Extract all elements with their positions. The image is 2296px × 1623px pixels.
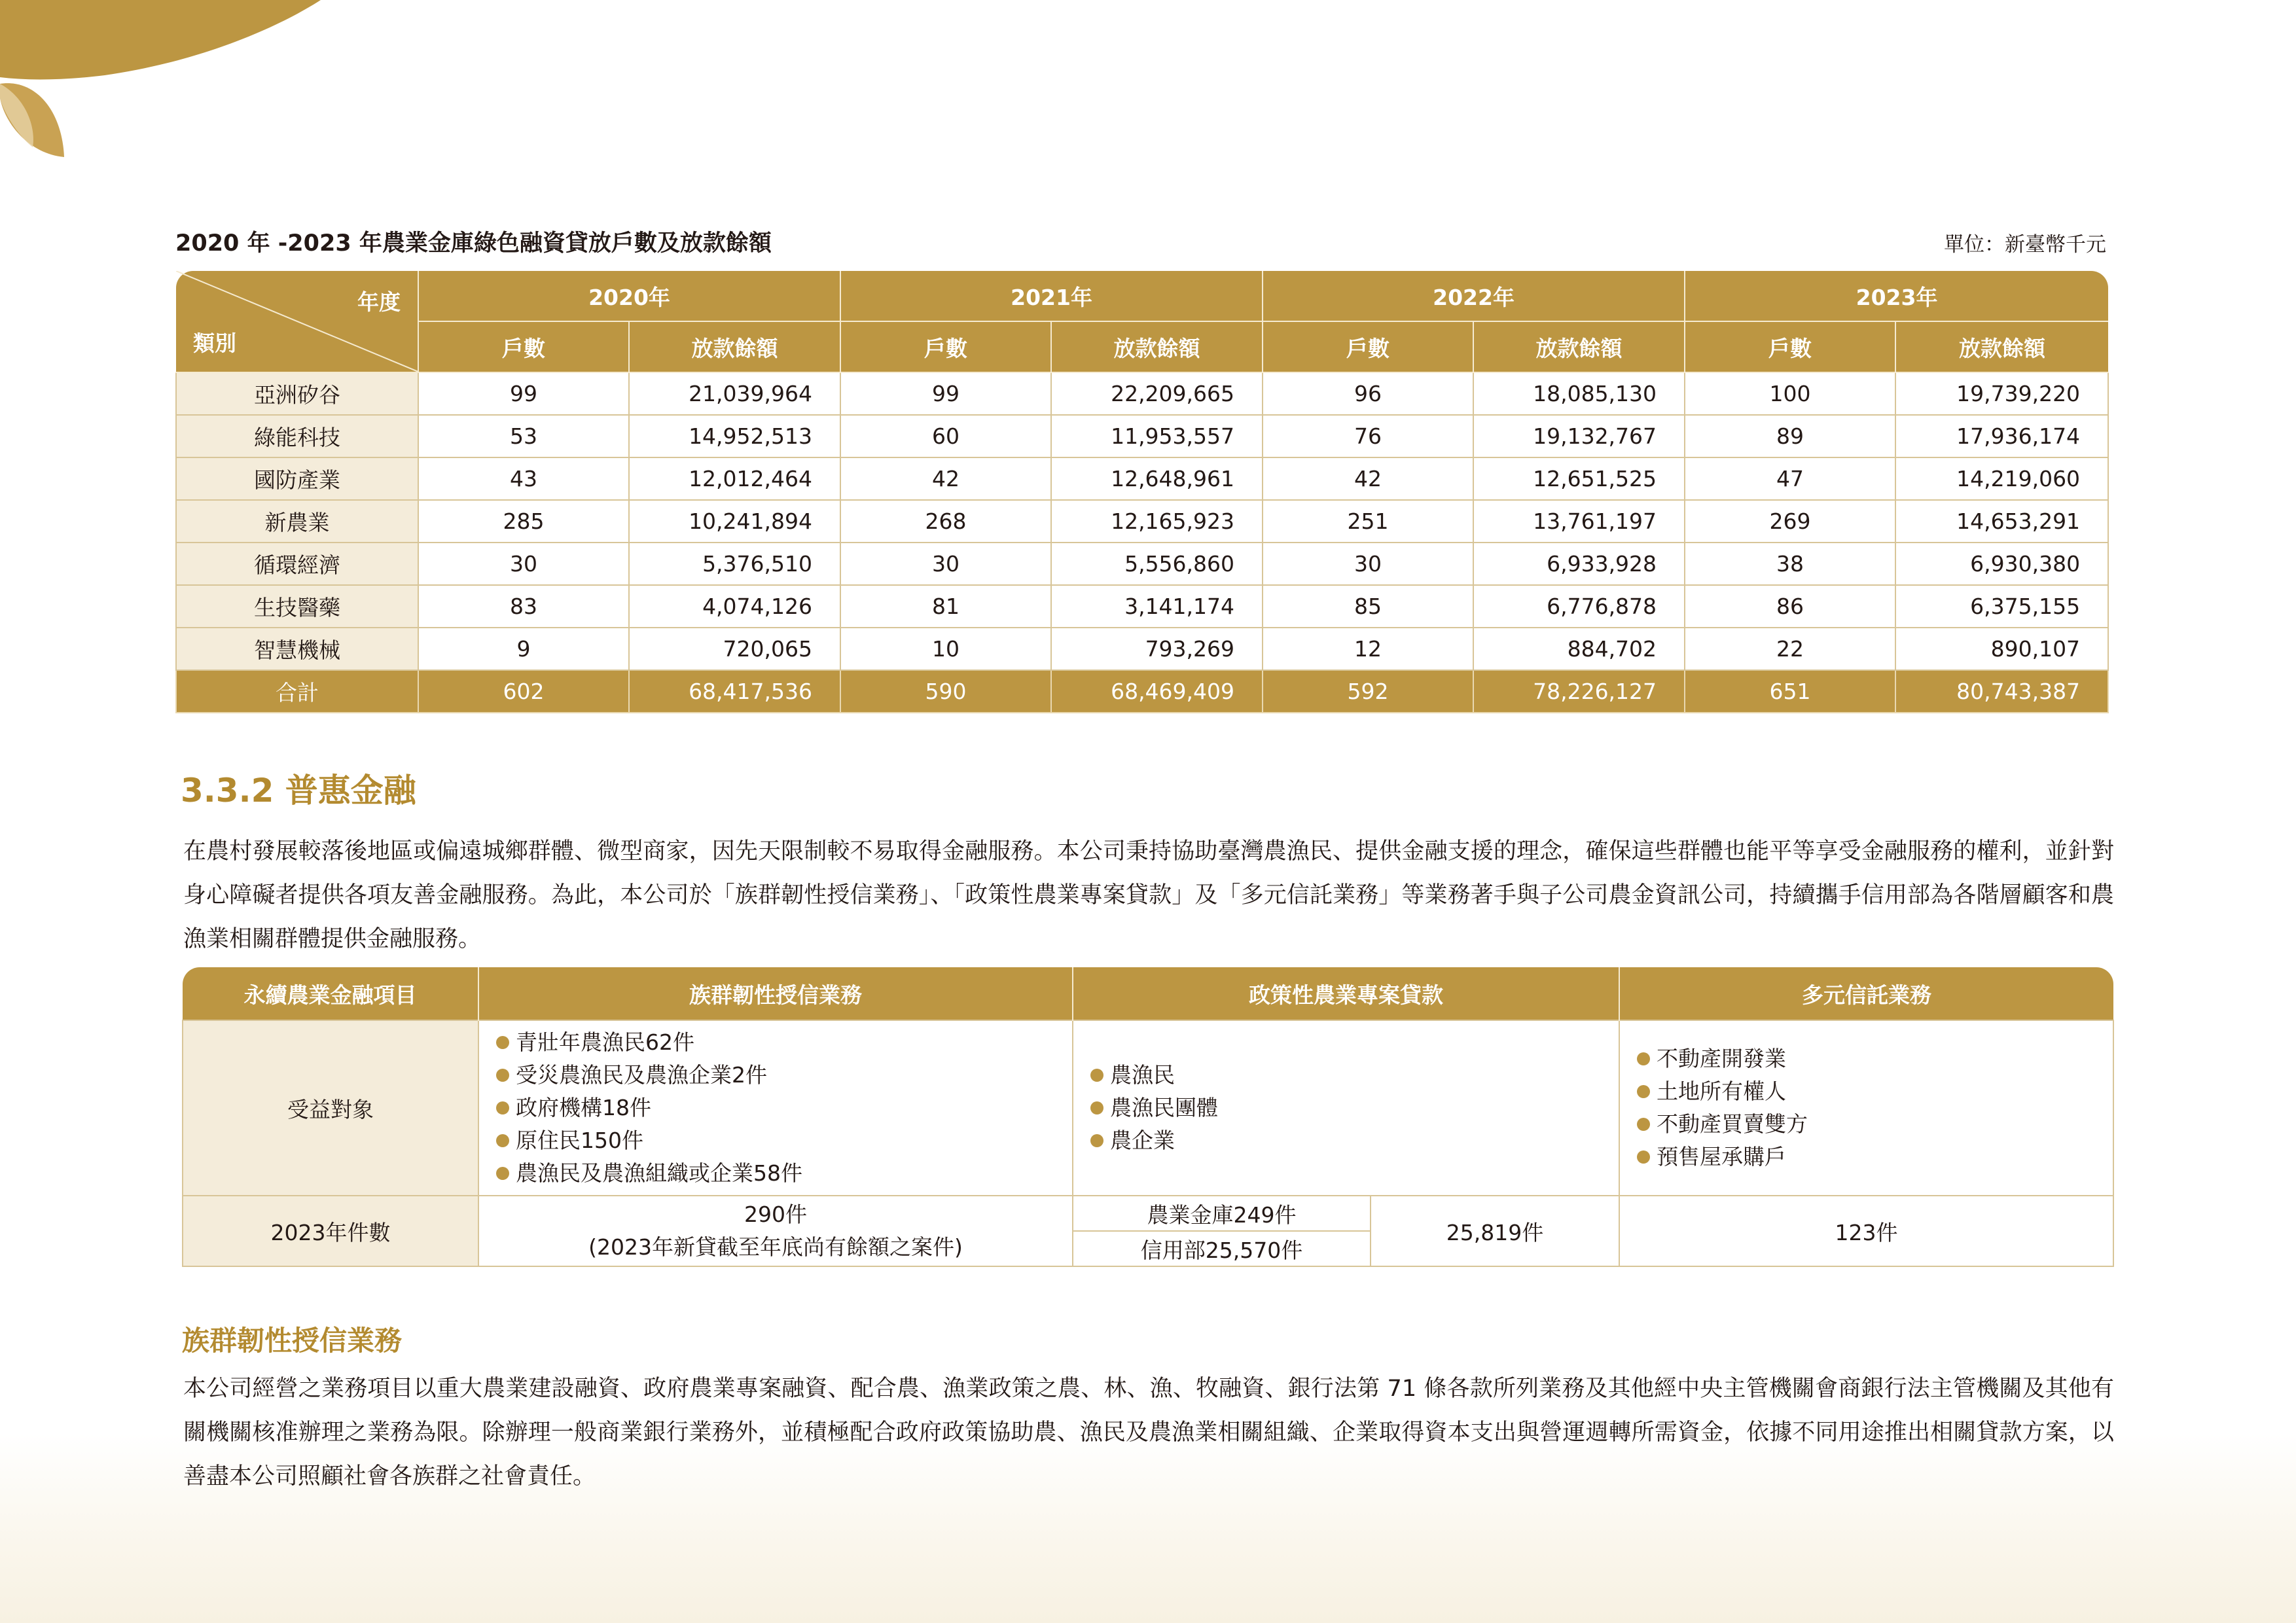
- table-row: [176, 628, 2108, 670]
- balance-cell: 6,933,928: [1473, 543, 1685, 585]
- list-item: [496, 1026, 1066, 1059]
- balance-cell: 884,702: [1473, 628, 1685, 670]
- households-header: 戶數: [1263, 321, 1473, 372]
- households-cell: 30: [418, 543, 629, 585]
- households-cell: 30: [840, 543, 1051, 585]
- balance-cell: 3,141,174: [1051, 585, 1263, 628]
- bullet-icon: [1090, 1101, 1103, 1115]
- households-cell: 268: [840, 500, 1051, 543]
- households-header: 戶數: [1685, 321, 1895, 372]
- households-cell: 96: [1263, 372, 1473, 415]
- households-cell: 651: [1685, 670, 1895, 713]
- year-header: 2023年: [1685, 271, 2108, 321]
- list-item-text: 原住民150件: [516, 1128, 643, 1153]
- table-row: [176, 415, 2108, 457]
- households-cell: 85: [1263, 585, 1473, 628]
- balance-cell: 19,739,220: [1895, 372, 2108, 415]
- policy-count-credit-dept: 信用部25,570件: [1073, 1231, 1371, 1266]
- table-row: [176, 543, 2108, 585]
- section-title: 3.3.2 普惠金融: [181, 772, 416, 810]
- households-cell: 251: [1263, 500, 1473, 543]
- section-paragraph: 在農村發展較落後地區或偏遠城鄉群體、微型商家，因先天限制較不易取得金融服務。本公司秉持協助臺灣農漁民、提供金融支援的理念，確保這些群體也能平等享受金融服務的權利，並針對身心障礙者提供各項友善金融服務。為此，本公司於「族群韌性授信業務」、「政策性農業專案貸款」及「多元信託業務」等業務著手與子公司農金資訊公司，持續攜手信用部為各階層顧客和農漁業相關群體提供金融服務。: [183, 838, 2114, 952]
- households-cell: 83: [418, 585, 629, 628]
- balance-cell: 6,776,878: [1473, 585, 1685, 628]
- balance-cell: 890,107: [1895, 628, 2108, 670]
- balance-cell: 12,651,525: [1473, 457, 1685, 500]
- balance-cell: 11,953,557: [1051, 415, 1263, 457]
- balance-cell: 720,065: [629, 628, 840, 670]
- list-item-text: 不動產買賣雙方: [1657, 1111, 1808, 1137]
- bullet-icon: [1090, 1134, 1103, 1147]
- table-unit: 單位：新臺幣千元: [1944, 233, 2106, 257]
- bullet-icon: [1637, 1118, 1650, 1131]
- list-item-text: 政府機構18件: [516, 1095, 651, 1120]
- table-row: [176, 372, 2108, 415]
- resilience-count: [478, 1196, 1073, 1266]
- subsection-paragraph: 本公司經營之業務項目以重大農業建設融資、政府農業專案融資、配合農、漁業政策之農、林、漁、牧融資、銀行法第 71 條各款所列業務及其他經中央主管機關會商銀行法主管機關及其他有關機關核准辦理之業務為限。除辦理一般商業銀行業務外，並積極配合政府政策協助農、漁民及農漁業相關組織、企業取得資本支出與營運週轉所需資金，依據不同用途推出相關貸款方案，以善盡本公司照顧社會各族群之社會責任。: [183, 1376, 2114, 1489]
- balance-cell: 13,761,197: [1473, 500, 1685, 543]
- balance-cell: 14,952,513: [629, 415, 840, 457]
- balance-cell: 68,469,409: [1051, 670, 1263, 713]
- policy-beneficiaries: [1073, 1020, 1619, 1196]
- list-item-text: 農漁民: [1110, 1062, 1175, 1088]
- balance-header: 放款餘額: [629, 321, 840, 372]
- corner-year-label: 年度: [357, 289, 401, 315]
- households-cell: 592: [1263, 670, 1473, 713]
- balance-header: 放款餘額: [1473, 321, 1685, 372]
- resilience-beneficiaries: [478, 1020, 1073, 1196]
- list-item-text: 農企業: [1110, 1128, 1175, 1153]
- year-header: 2022年: [1263, 271, 1685, 321]
- green-financing-table: [175, 271, 2109, 713]
- table-row: [176, 457, 2108, 500]
- balance-cell: 6,930,380: [1895, 543, 2108, 585]
- table-row: [176, 500, 2108, 543]
- households-cell: 53: [418, 415, 629, 457]
- households-cell: 285: [418, 500, 629, 543]
- count-label: 2023年件數: [183, 1196, 478, 1266]
- category-cell: 綠能科技: [176, 415, 418, 457]
- list-item: [1637, 1108, 2106, 1141]
- category-cell: 亞洲矽谷: [176, 372, 418, 415]
- balance-cell: 22,209,665: [1051, 372, 1263, 415]
- households-cell: 100: [1685, 372, 1895, 415]
- list-item-text: 青壯年農漁民62件: [516, 1029, 694, 1055]
- balance-cell: 12,648,961: [1051, 457, 1263, 500]
- balance-cell: 68,417,536: [629, 670, 840, 713]
- balance-header: 放款餘額: [1051, 321, 1263, 372]
- households-cell: 590: [840, 670, 1051, 713]
- list-item: [496, 1157, 1066, 1190]
- policy-count-agri-bank: 農業金庫249件: [1073, 1196, 1371, 1231]
- resilience-count-note: (2023年新貸截至年底尚有餘額之案件): [588, 1234, 963, 1260]
- table-title: 2020 年 -2023 年農業金庫綠色融資貸放戶數及放款餘額: [175, 230, 772, 257]
- households-cell: 22: [1685, 628, 1895, 670]
- trust-count: 123件: [1619, 1196, 2113, 1266]
- list-item: [1637, 1043, 2106, 1075]
- year-header: 2021年: [840, 271, 1263, 321]
- category-cell: 智慧機械: [176, 628, 418, 670]
- bullet-icon: [1090, 1069, 1103, 1082]
- header-policy-loan: 政策性農業專案貸款: [1073, 967, 1619, 1020]
- list-item: [496, 1124, 1066, 1157]
- households-cell: 9: [418, 628, 629, 670]
- table-corner-header: [176, 271, 418, 372]
- households-cell: 42: [840, 457, 1051, 500]
- category-cell: 新農業: [176, 500, 418, 543]
- bullet-icon: [496, 1069, 509, 1082]
- balance-cell: 5,376,510: [629, 543, 840, 585]
- balance-cell: 21,039,964: [629, 372, 840, 415]
- balance-cell: 18,085,130: [1473, 372, 1685, 415]
- balance-header: 放款餘額: [1895, 321, 2108, 372]
- households-header: 戶數: [418, 321, 629, 372]
- households-header: 戶數: [840, 321, 1051, 372]
- list-item: [1637, 1075, 2106, 1108]
- households-cell: 10: [840, 628, 1051, 670]
- bullet-icon: [496, 1101, 509, 1115]
- category-cell: 合計: [176, 670, 418, 713]
- households-cell: 60: [840, 415, 1051, 457]
- total-row: [176, 670, 2108, 713]
- bullet-icon: [1637, 1150, 1650, 1164]
- bullet-icon: [1637, 1052, 1650, 1065]
- bullet-icon: [496, 1167, 509, 1180]
- balance-cell: 19,132,767: [1473, 415, 1685, 457]
- households-cell: 42: [1263, 457, 1473, 500]
- households-cell: 38: [1685, 543, 1895, 585]
- list-item-text: 預售屋承購戶: [1657, 1144, 1786, 1169]
- balance-cell: 4,074,126: [629, 585, 840, 628]
- households-cell: 89: [1685, 415, 1895, 457]
- list-item-text: 受災農漁民及農漁企業2件: [516, 1062, 767, 1088]
- households-cell: 47: [1685, 457, 1895, 500]
- bullet-icon: [1637, 1085, 1650, 1098]
- bullet-icon: [496, 1134, 509, 1147]
- households-cell: 30: [1263, 543, 1473, 585]
- category-cell: 生技醫藥: [176, 585, 418, 628]
- list-item: [1090, 1124, 1612, 1157]
- list-item-text: 土地所有權人: [1657, 1079, 1786, 1104]
- households-cell: 12: [1263, 628, 1473, 670]
- list-item: [1090, 1092, 1612, 1124]
- balance-cell: 12,012,464: [629, 457, 840, 500]
- households-cell: 99: [840, 372, 1051, 415]
- category-cell: 循環經濟: [176, 543, 418, 585]
- balance-cell: 6,375,155: [1895, 585, 2108, 628]
- balance-cell: 5,556,860: [1051, 543, 1263, 585]
- year-header: 2020年: [418, 271, 840, 321]
- header-trust-business: 多元信託業務: [1619, 967, 2113, 1020]
- bullet-icon: [496, 1036, 509, 1049]
- households-cell: 76: [1263, 415, 1473, 457]
- households-cell: 269: [1685, 500, 1895, 543]
- corner-decoration: [0, 0, 340, 170]
- balance-cell: 793,269: [1051, 628, 1263, 670]
- policy-count-total: 25,819件: [1371, 1196, 1619, 1266]
- trust-beneficiaries: [1619, 1020, 2113, 1196]
- table-row: [176, 585, 2108, 628]
- list-item: [1090, 1059, 1612, 1092]
- households-cell: 86: [1685, 585, 1895, 628]
- list-item-text: 不動產開發業: [1657, 1046, 1786, 1071]
- header-resilience-credit: 族群韌性授信業務: [478, 967, 1073, 1020]
- resilience-count-value: 290件: [744, 1202, 807, 1227]
- inclusive-finance-table: [182, 967, 2114, 1267]
- beneficiary-label: 受益對象: [183, 1020, 478, 1196]
- households-cell: 43: [418, 457, 629, 500]
- list-item-text: 農漁民團體: [1110, 1095, 1218, 1120]
- balance-cell: 80,743,387: [1895, 670, 2108, 713]
- corner-category-label: 類別: [193, 330, 236, 356]
- households-cell: 602: [418, 670, 629, 713]
- balance-cell: 78,226,127: [1473, 670, 1685, 713]
- balance-cell: 12,165,923: [1051, 500, 1263, 543]
- balance-cell: 14,219,060: [1895, 457, 2108, 500]
- list-item: [496, 1059, 1066, 1092]
- list-item: [496, 1092, 1066, 1124]
- list-item: [1637, 1141, 2106, 1173]
- category-cell: 國防產業: [176, 457, 418, 500]
- balance-cell: 14,653,291: [1895, 500, 2108, 543]
- list-item-text: 農漁民及農漁組織或企業58件: [516, 1160, 802, 1186]
- balance-cell: 10,241,894: [629, 500, 840, 543]
- households-cell: 99: [418, 372, 629, 415]
- households-cell: 81: [840, 585, 1051, 628]
- subsection-title: 族群韌性授信業務: [182, 1325, 403, 1357]
- header-sustainable-item: 永續農業金融項目: [183, 967, 478, 1020]
- balance-cell: 17,936,174: [1895, 415, 2108, 457]
